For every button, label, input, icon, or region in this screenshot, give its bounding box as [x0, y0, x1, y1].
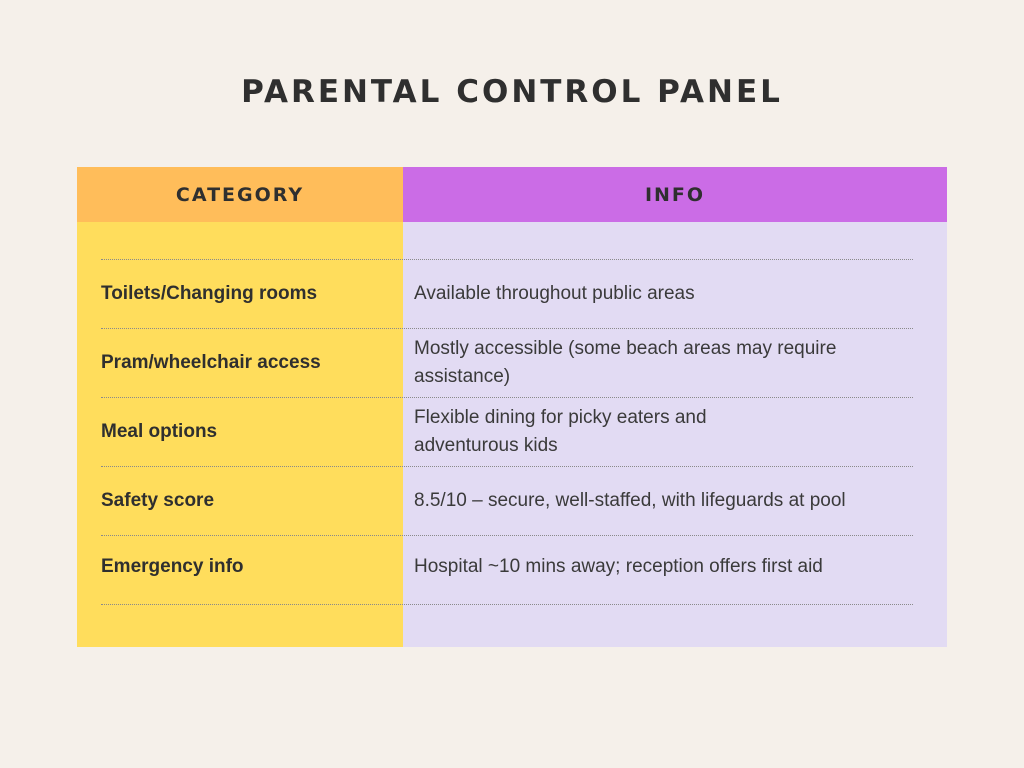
table-row-category: Toilets/Changing rooms	[101, 283, 318, 304]
info-header: INFO	[403, 167, 947, 222]
page-title: PARENTAL CONTROL PANEL	[241, 74, 783, 110]
table-row-category: Pram/wheelchair access	[101, 352, 321, 373]
table-row-info: Mostly accessible (some beach areas may require assistance)	[414, 338, 837, 387]
table-row-category: Emergency info	[101, 556, 244, 577]
table-row-info: Flexible dining for picky eaters and adventurous kids	[414, 407, 707, 456]
table-row-info: 8.5/10 – secure, well-staffed, with lifeguards at pool	[414, 490, 846, 511]
parental-control-table	[77, 167, 947, 647]
row-divider	[101, 604, 913, 605]
table-row-category: Meal options	[101, 421, 218, 442]
table-row-info: Hospital ~10 mins away; reception offers first aid	[414, 556, 823, 577]
table-row-category: Safety score	[101, 490, 215, 511]
category-header: CATEGORY	[77, 167, 403, 222]
table-row-info: Available throughout public areas	[414, 283, 695, 304]
